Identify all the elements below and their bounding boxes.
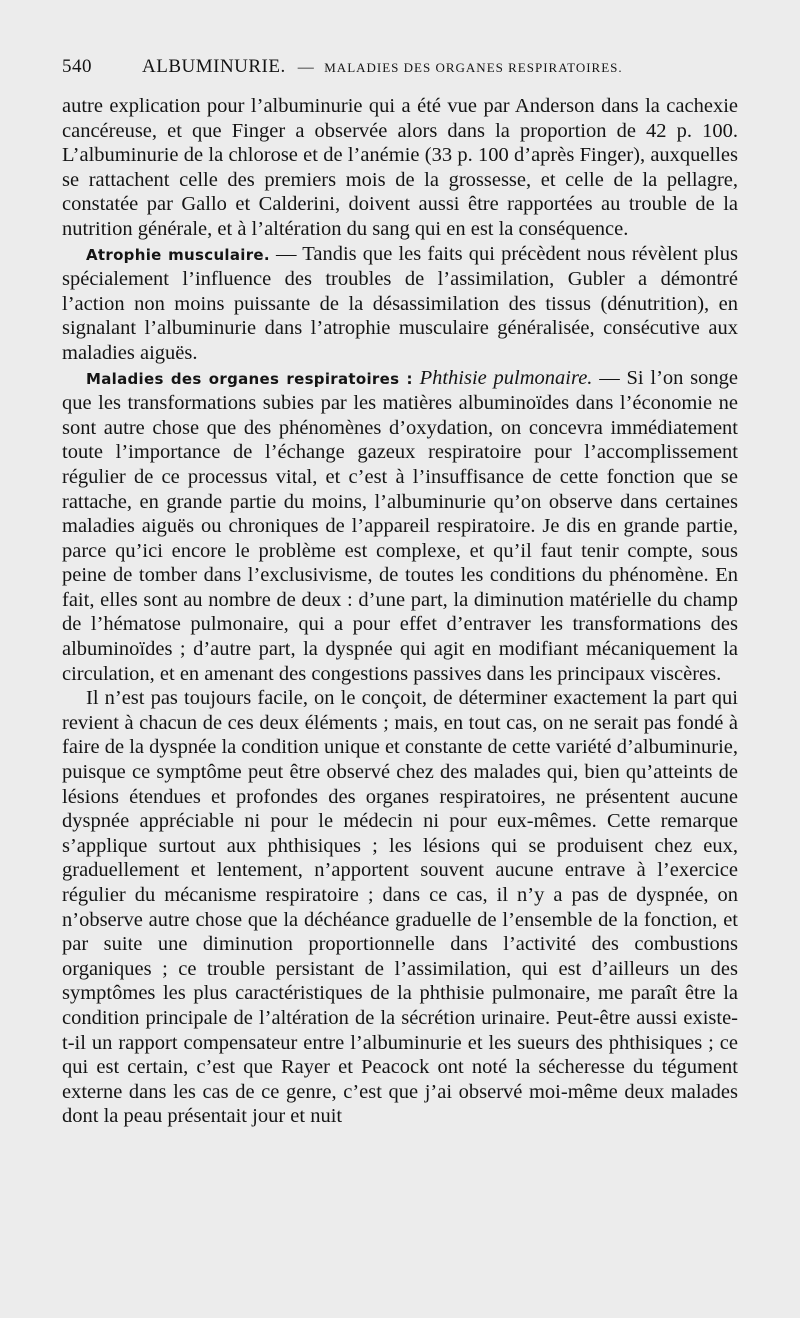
paragraph-dyspnee: Il n’est pas toujours facile, on le conçoit, de déterminer exactement la part qui revient à chacun de ces deux éléments ; mais, en tout cas, on ne serait pas fondé à faire de la dyspnée la condition unique et constante de cette variété d’albuminurie, puisque ce symptôme peut être observé chez des malades qui, bien qu’atteints de lésions étendues et profondes des organes respiratoires, ne présentent aucune dyspnée appréciable ni pour le médecin ni pour eux-mêmes. Cette remarque s’applique surtout aux phthisiques ; les lésions qui se produisent chez eux, graduellement et lentement, n’apportent souvent aucune entrave à l’exercice régulier du mécanisme respiratoire ; dans ce cas, il n’y a pas de dyspnée, on n’observe autre chose que la déchéance graduelle de l’ensemble de la fonction, et par suite une diminution proportionnelle dans l’activité des combustions organiques ; ce trouble persistant de l’assimilation, qui est d’ailleurs un des symptômes les plus caractéristiques de la phthisie pulmonaire, me paraît être la condition principale de l’altération de la sécrétion urinaire. Peut-être aussi existe-t-il un rapport compensateur entre l’albuminurie et les sueurs des phthisiques ; ce qui est certain, c’est que Rayer et Peacock ont noté la sécheresse du tégument externe dans les cas de ce genre, c’est que j’ai observé moi-même deux malades dont la peau présentait jour et nuit	[62, 687, 738, 1128]
running-title: ALBUMINURIE.	[142, 56, 286, 77]
section-title: MALADIES DES ORGANES RESPIRATOIRES.	[324, 60, 623, 75]
page-number: 540	[62, 56, 92, 77]
header-dash: —	[297, 59, 315, 76]
rubric-heading: Maladies des organes respiratoires :	[86, 369, 413, 388]
paragraph-atrophie	[62, 242, 738, 366]
running-header	[62, 56, 738, 86]
paragraph-body: — Tandis que les faits qui précèdent nous révèlent plus spécialement l’influence des troubles de l’assimilation, Gubler a démontré l’action non moins puissante de la désassimilation des tissus (dénutrition), en signalant l’albuminurie dans l’atrophie musculaire généralisée, consécutive aux maladies aiguës.	[62, 242, 739, 364]
rubric-heading: Atrophie musculaire.	[86, 245, 270, 264]
italic-subheading: Phthisie pulmonaire.	[412, 366, 593, 389]
paragraph-continuation: autre explication pour l’albuminurie qui a été vue par Anderson dans la cachexie cancéreuse, et que Finger a observée alors dans la proportion de 42 p. 100. L’albuminurie de la chlorose et de l’anémie (33 p. 100 d’après Finger), auxquelles se rattachent celle des premiers mois de la grossesse, et celle de la pellagre, constatée par Gallo et Calderini, doivent aussi être rapportées au trouble de la nutrition générale, et à l’altération du sang qui en est la conséquence.	[62, 95, 738, 240]
body-text	[62, 94, 738, 1129]
paragraph-maladies-respiratoires	[62, 366, 738, 687]
paragraph-body: — Si l’on songe que les transformations subies par les matières albuminoïdes dans l’économie ne sont autre chose que des phénomènes d’oxydation, on concevra immédiatement toute l’importance de l’échange gazeux respiratoire pour l’accomplissement régulier de ce processus vital, et c’est à l’insuffisance de cette fonction que se rattache, en grande partie du moins, l’albuminurie qu’on observe dans certaines maladies aiguës ou chroniques de l’appareil respiratoire. Je dis en grande partie, parce qu’ici encore le problème est complexe, et qu’il faut tenir compte, sous peine de tomber dans l’exclusivisme, de toutes les conditions du phénomène. En fait, elles sont au nombre de deux : d’une part, la diminution matérielle du champ de l’hématose pulmonaire, qui a pour effet d’entraver les transformations des albuminoïdes ; d’autre part, la dyspnée qui agit en modifiant mécaniquement la circulation, et en amenant des congestions passives dans les principaux viscères.	[62, 366, 738, 685]
